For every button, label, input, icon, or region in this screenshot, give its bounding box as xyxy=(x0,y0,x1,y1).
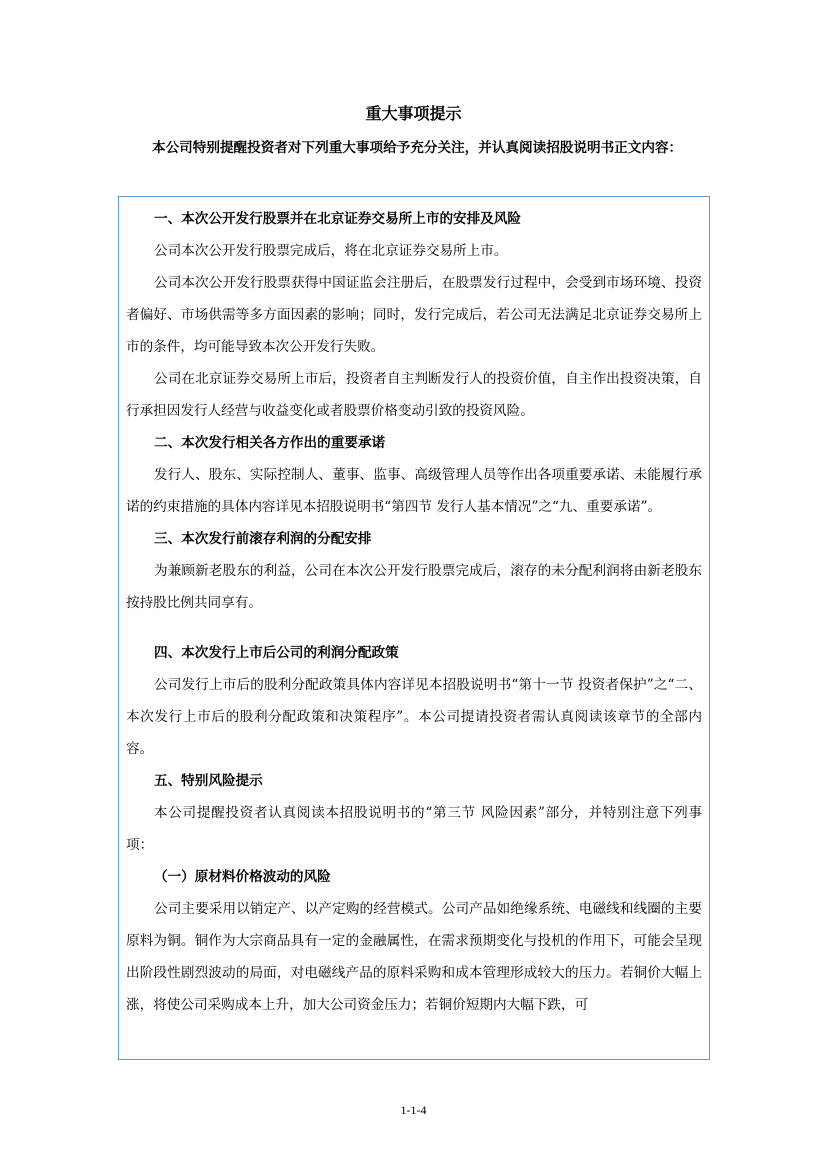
section-5-heading: 五、特别风险提示 xyxy=(154,773,263,789)
section-spacer xyxy=(126,619,702,637)
section-2-heading: 二、本次发行相关各方作出的重要承诺 xyxy=(154,435,386,451)
page-title: 重大事项提示 xyxy=(365,104,462,123)
section-4-paragraph-1: 公司发行上市后的股利分配政策具体内容详见本招股说明书“第十一节 投资者保护”之“二、本次发行上市后的股利分配政策和决策程序”。本公司提请投资者需认真阅读该章节的全部内容。 xyxy=(126,677,702,757)
section-1-heading: 一、本次公开发行股票并在北京证券交易所上市的安排及风险 xyxy=(154,211,522,227)
section-5-sub-1-paragraph-1: 公司主要采用以销定产、以产定购的经营模式。公司产品如绝缘系统、电磁线和线圈的主要原料为铜。铜作为大宗商品具有一定的金融属性，在需求预期变化与投机的作用下，可能会呈现出阶段性剧烈波动的局面，对电磁线产品的原料采购和成本管理形成较大的压力。若铜价大幅上涨，将使公司采购成本上升，加大公司资金压力；若铜价短期内大幅下跌，可 xyxy=(126,901,702,1013)
section-5-paragraph-1: 本公司提醒投资者认真阅读本招股说明书的“第三节 风险因素”部分，并特别注意下列事项： xyxy=(126,805,702,853)
section-1-paragraph-1: 公司本次公开发行股票完成后，将在北京证券交易所上市。 xyxy=(154,243,508,259)
section-4-heading: 四、本次发行上市后公司的利润分配政策 xyxy=(154,645,399,661)
section-3-heading: 三、本次发行前滚存利润的分配安排 xyxy=(154,531,372,547)
intro-notice: 本公司特别提醒投资者对下列重大事项给予充分关注，并认真阅读招股说明书正文内容： xyxy=(152,140,683,156)
section-1-paragraph-3: 公司在北京证券交易所上市后，投资者自主判断发行人的投资价值，自主作出投资决策，自行承担因发行人经营与收益变化或者股票价格变动引致的投资风险。 xyxy=(126,371,702,419)
section-1-paragraph-2: 公司本次公开发行股票获得中国证监会注册后，在股票发行过程中，会受到市场环境、投资者偏好、市场供需等多方面因素的影响；同时，发行完成后，若公司无法满足北京证券交易所上市的条件，均可能导致本次公开发行失败。 xyxy=(126,275,702,355)
page-number: 1-1-4 xyxy=(400,1103,427,1117)
section-5-sub-1-heading: （一）原材料价格波动的风险 xyxy=(154,869,331,885)
content-box xyxy=(118,196,710,1060)
section-2-paragraph-1: 发行人、股东、实际控制人、董事、监事、高级管理人员等作出各项重要承诺、未能履行承诺的约束措施的具体内容详见本招股说明书“第四节 发行人基本情况”之“九、重要承诺”。 xyxy=(126,467,702,515)
section-3-paragraph-1: 为兼顾新老股东的利益，公司在本次公开发行股票完成后，滚存的未分配利润将由新老股东按持股比例共同享有。 xyxy=(126,563,702,611)
